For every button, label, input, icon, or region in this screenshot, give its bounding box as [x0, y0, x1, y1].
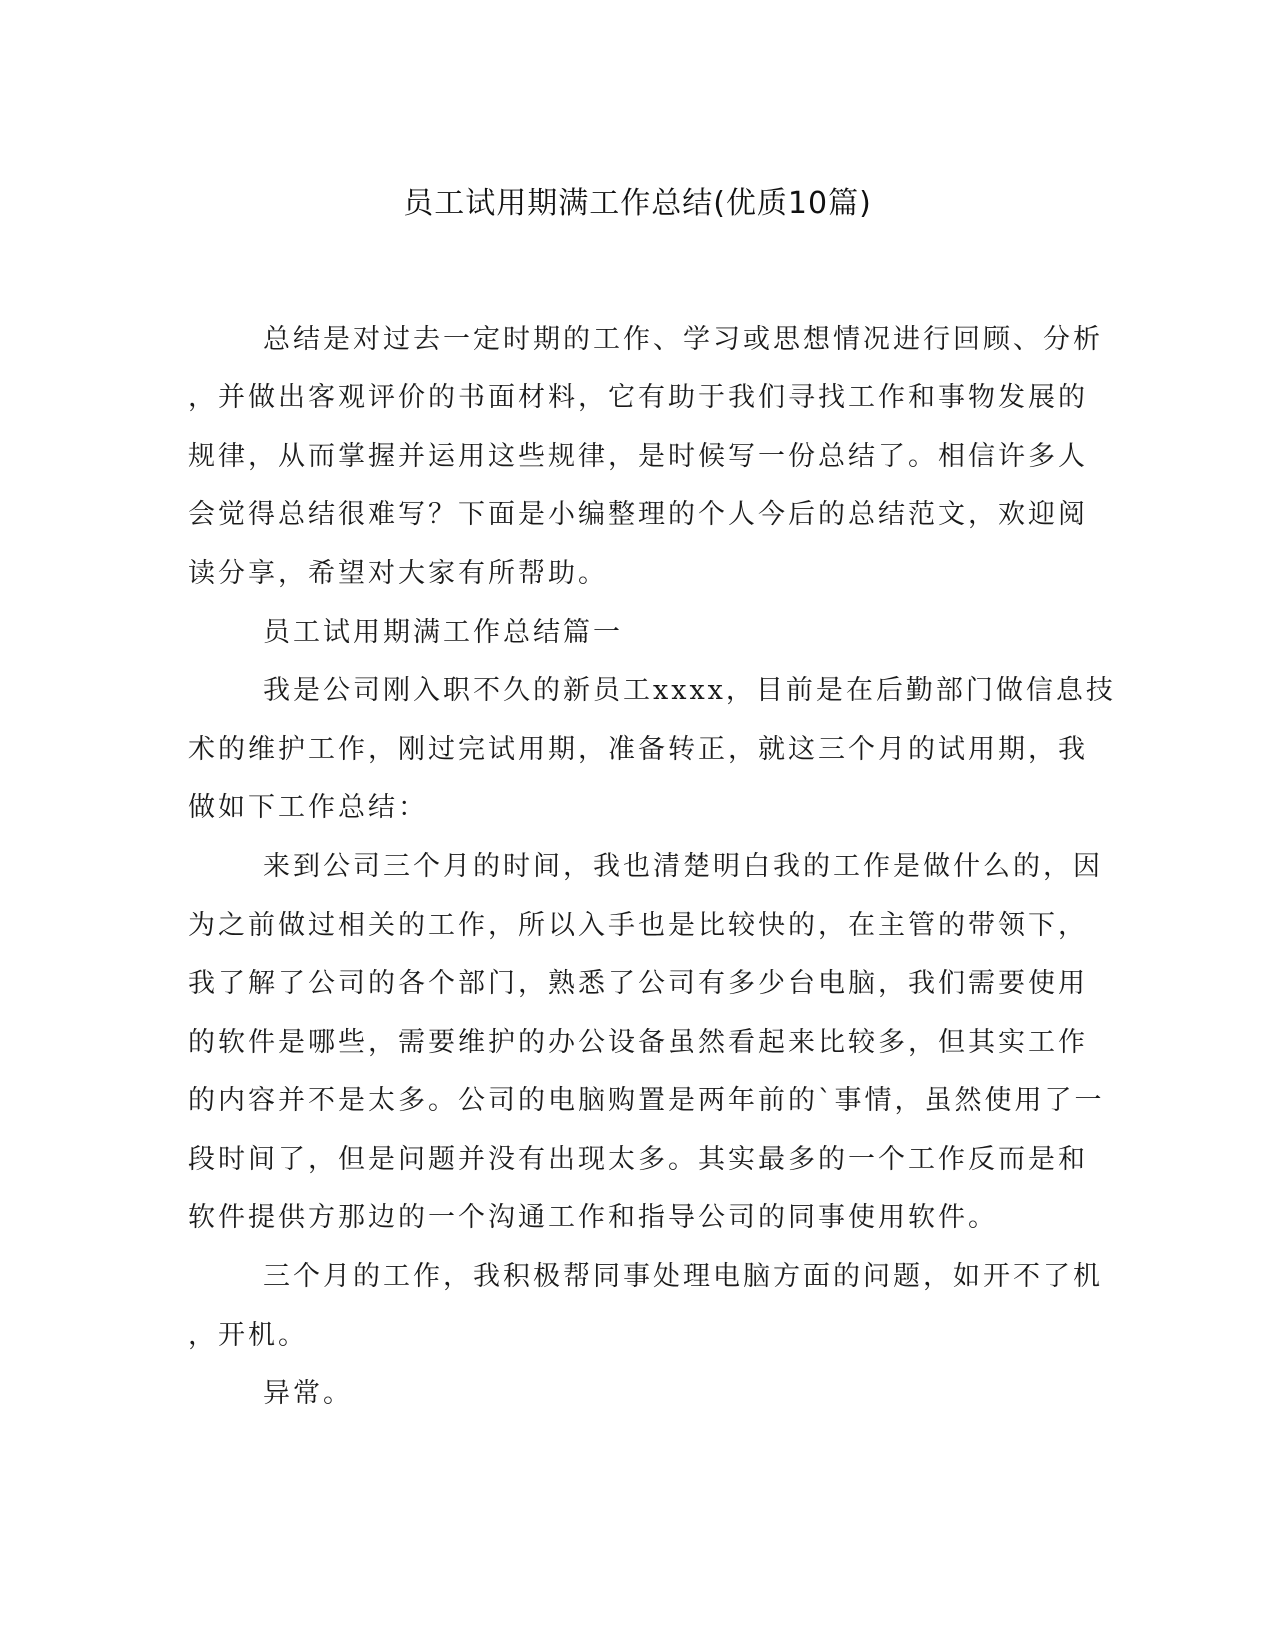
- paragraph-line: 会觉得总结很难写？下面是小编整理的个人今后的总结范文，欢迎阅: [188, 499, 1088, 530]
- paragraph-line: 三个月的工作，我积极帮同事处理电脑方面的问题，如开不了机: [263, 1261, 1103, 1292]
- paragraph-line: ，开机。: [188, 1320, 308, 1351]
- paragraph-line: 的内容并不是太多。公司的电脑购置是两年前的`事情，虽然使用了一: [188, 1085, 1105, 1116]
- paragraph-line: 软件提供方那边的一个沟通工作和指导公司的同事使用软件。: [188, 1202, 998, 1233]
- paragraph-line: 读分享，希望对大家有所帮助。: [188, 558, 608, 589]
- paragraph-line: 来到公司三个月的时间，我也清楚明白我的工作是做什么的，因: [263, 851, 1103, 882]
- paragraph-line: 我了解了公司的各个部门，熟悉了公司有多少台电脑，我们需要使用: [188, 968, 1088, 999]
- paragraph-line: 规律，从而掌握并运用这些规律，是时候写一份总结了。相信许多人: [188, 441, 1088, 472]
- paragraph-line: 总结是对过去一定时期的工作、学习或思想情况进行回顾、分析: [263, 324, 1103, 355]
- paragraph-line: 术的维护工作，刚过完试用期，准备转正，就这三个月的试用期，我: [188, 734, 1088, 765]
- paragraph-line: 段时间了，但是问题并没有出现太多。其实最多的一个工作反而是和: [188, 1144, 1088, 1175]
- paragraph-line: 异常。: [263, 1378, 353, 1409]
- paragraph-line: ，并做出客观评价的书面材料，它有助于我们寻找工作和事物发展的: [188, 382, 1088, 413]
- paragraph-line: 为之前做过相关的工作，所以入手也是比较快的，在主管的带领下，: [188, 910, 1088, 941]
- document-title: 员工试用期满工作总结(优质10篇): [403, 186, 872, 221]
- paragraph-line: 做如下工作总结：: [188, 792, 428, 823]
- paragraph-line: 的软件是哪些，需要维护的办公设备虽然看起来比较多，但其实工作: [188, 1027, 1088, 1058]
- section-heading: 员工试用期满工作总结篇一: [263, 617, 623, 648]
- paragraph-line: 我是公司刚入职不久的新员工xxxx，目前是在后勤部门做信息技: [263, 675, 1116, 706]
